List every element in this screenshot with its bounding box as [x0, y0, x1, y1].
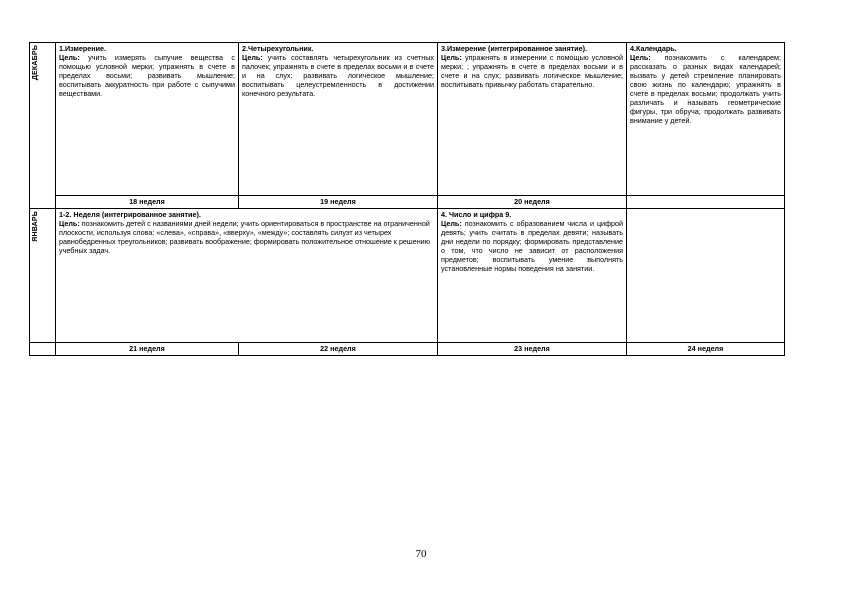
goal-text: учить измерять сыпучие вещества с помощью условной мерки; упражнять в счете в пределах восьми; развивать мышление; воспитывать аккуратность при работе с сыпучими веществами. [59, 53, 235, 98]
goal-text: познакомить с календарем; рассказать о разных видах календарей; вызвать у детей стремление планировать свою жизнь по календарю; упражнять в счете в пределах восьми; продолжать учить различать и называть геометрические фигуры, три обруча; продолжать развивать внимание у детей. [630, 53, 781, 125]
goal-label: Цель: [441, 53, 462, 62]
goal-text: познакомить детей с названиями дней недели; учить ориентироваться в пространстве на ограниченной плоскости, используя слова: «слева», «справа», «вверху», «между»; составлять силуэт из четырех равнобедренных треугольников; развивать воображение; формировать положительное отношение к решению учебных задач. [59, 219, 431, 255]
goal-label: Цель: [630, 53, 651, 62]
lesson-plan-table [29, 42, 785, 356]
week-label: 18 неделя [56, 196, 239, 209]
week-label: 23 неделя [438, 343, 627, 356]
week-label: 20 неделя [438, 196, 627, 209]
week-label: 24 неделя [627, 343, 785, 356]
lesson-cell [438, 209, 627, 343]
month-label: ЯНВАРЬ [32, 211, 39, 242]
goal-label: Цель: [59, 219, 80, 228]
week-label: 21 неделя [56, 343, 239, 356]
lesson-title: 2.Четырехугольник. [242, 44, 314, 53]
goal-text: познакомить с образованием числа и цифрой девять; учить считать в пределах девяти; называть дни недели по порядку; формировать представление о том, что число не зависит от расположения предметов; воспитывать умение выполнять установленные нормы поведения на занятии. [441, 219, 623, 273]
lesson-title: 4.Календарь. [630, 44, 677, 53]
empty-cell [627, 209, 785, 343]
month-cell-january [30, 209, 56, 343]
lesson-cell [438, 43, 627, 196]
week-label: 22 неделя [239, 343, 438, 356]
month-spacer-cell [30, 343, 56, 356]
goal-text: учить составлять четырехугольник из счетных палочек; упражнять в счете в пределах восьми и в счете и на слух; развивать логическое мышление; воспитывать целеустремленность в достижении конечного результата. [242, 53, 434, 98]
lesson-title: 1-2. Неделя (интегрированное занятие). [59, 210, 201, 219]
lesson-cell [56, 43, 239, 196]
lesson-title: 3.Измерение (интегрированное занятие). [441, 44, 587, 53]
december-lessons-row [30, 43, 785, 196]
goal-label: Цель: [59, 53, 80, 62]
lesson-title: 4. Число и цифра 9. [441, 210, 512, 219]
lesson-title: 1.Измерение. [59, 44, 107, 53]
page-number: 70 [415, 548, 427, 560]
month-label: ДЕКАБРЬ [32, 45, 39, 81]
goal-label: Цель: [242, 53, 263, 62]
goal-label: Цель: [441, 219, 462, 228]
lesson-cell [627, 43, 785, 196]
week-label: 19 неделя [239, 196, 438, 209]
week-label [627, 196, 785, 209]
lesson-cell [239, 43, 438, 196]
month-cell-december [30, 43, 56, 209]
december-weeks-row [30, 196, 785, 209]
lesson-cell [56, 209, 438, 343]
goal-text: упражнять в измерении с помощью условной мерки; ; упражнять в счете в пределах восьми и в счете и на слух; развивать логическое мышление; воспитывать привычку работать старательно. [441, 53, 623, 89]
january-weeks-row [30, 343, 785, 356]
january-lessons-row [30, 209, 785, 343]
